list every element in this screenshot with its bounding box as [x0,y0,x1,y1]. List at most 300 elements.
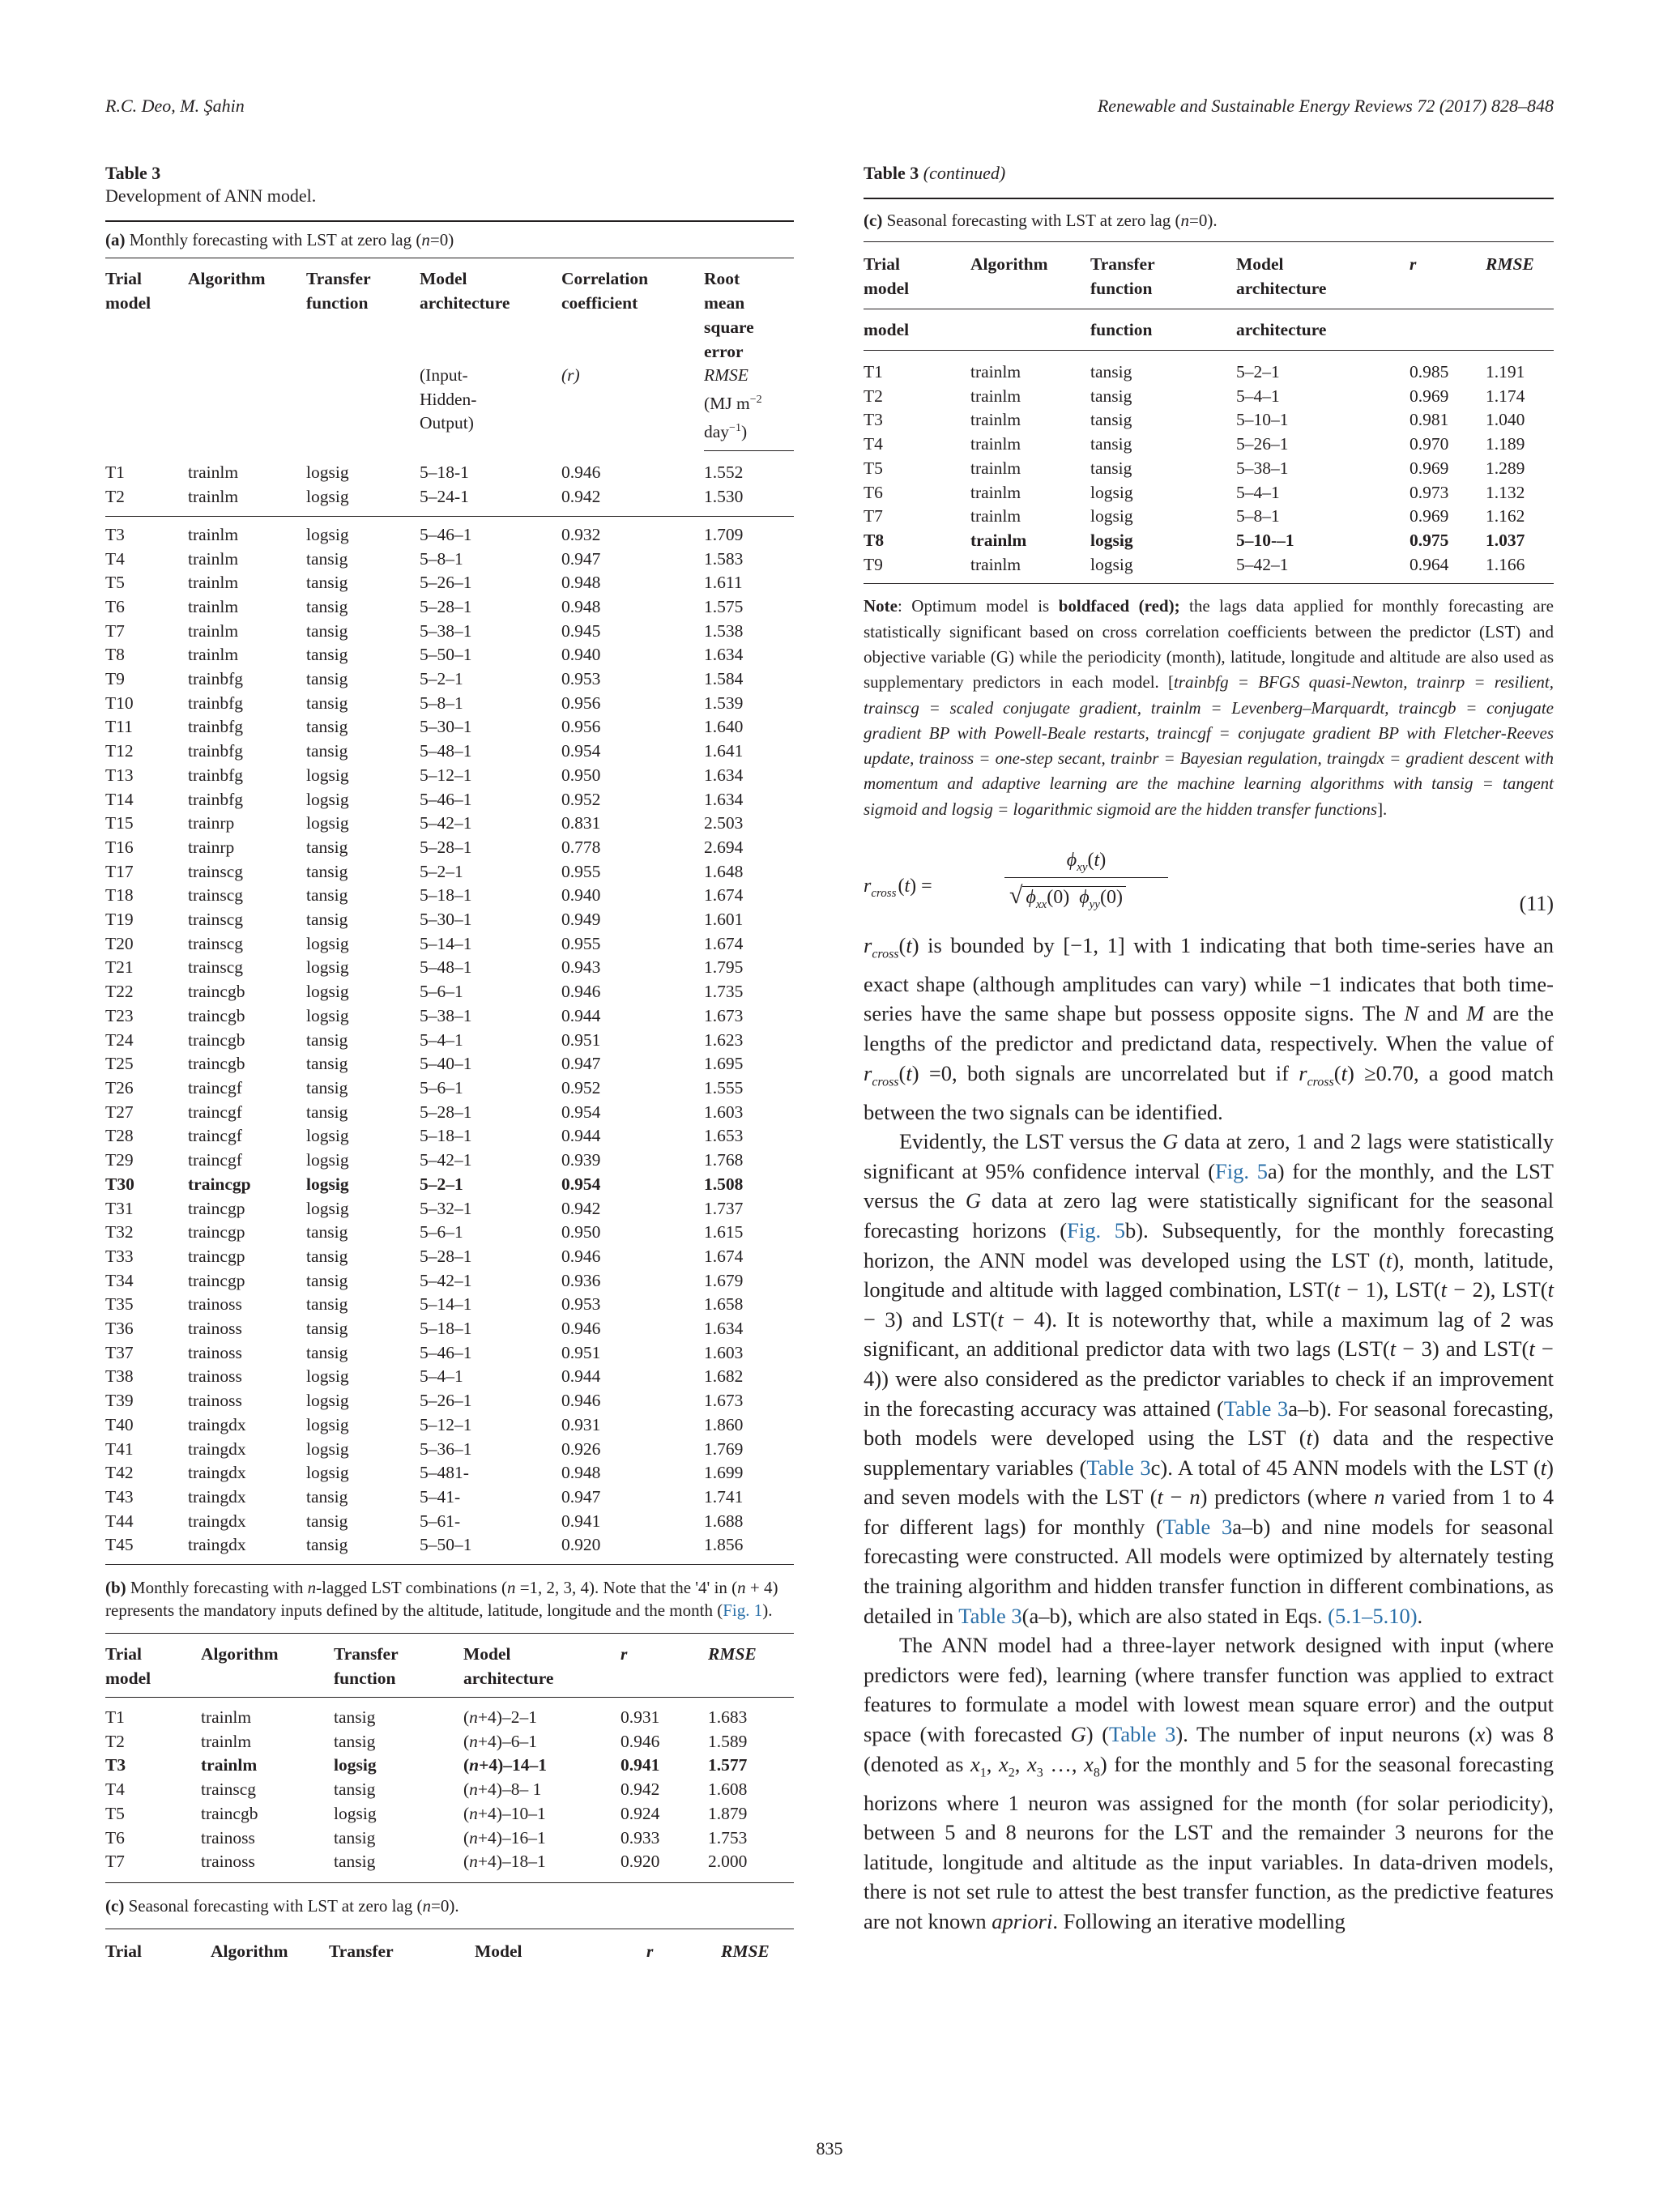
col-subheader-rmse: RMSE (MJ $m^{-2}$ day$^{-1}$) [704,364,794,451]
table-cell: tansig [334,1852,376,1872]
table-cell: T22 [105,982,134,1002]
table-cell: 0.954 [561,1174,601,1194]
table-cell: 0.939 [561,1150,601,1170]
table-cell: 0.942 [621,1779,660,1800]
left-column [105,162,794,1963]
table-cell: 0.932 [561,524,601,544]
table-cell: 1.634 [704,765,744,785]
table-cell: 0.955 [561,933,601,953]
table-cell: 0.946 [561,462,601,483]
table-row [864,553,1554,578]
table-cell: logsig [334,1755,377,1775]
table-row [105,860,794,884]
table-cell: T14 [105,789,134,809]
table-row [864,457,1554,481]
table-cell: 5–14–1 [420,1294,472,1315]
table-cell: logsig [306,1366,349,1387]
table-row [105,739,794,764]
table-cell: trainoss [201,1827,255,1848]
table-cell: tansig [306,741,348,761]
panel-c-table [864,252,1554,577]
table-cell: logsig [306,957,349,978]
table-cell: traincgp [188,1270,245,1290]
table-header-row [105,266,794,364]
table-cell: traincgp [188,1222,245,1242]
table-cell: tansig [306,620,348,641]
table-cell: tansig [1090,410,1132,430]
table-row [105,1754,794,1778]
table-row [105,523,794,548]
table-cell: 1.648 [704,861,744,881]
table-cell: 0.947 [561,548,601,569]
table-row [105,884,794,908]
table-cell: T13 [105,765,134,785]
table-cell: trainscg [188,885,244,906]
table-cell: 1.673 [704,1391,744,1411]
equations-link[interactable]: (5.1–5.10) [1328,1603,1418,1628]
table-cell: 0.924 [621,1803,660,1823]
table-cell: 5–50–1 [420,645,472,665]
table-cell: tansig [306,1511,348,1531]
table-cell: 1.737 [704,1198,744,1218]
table-cell: trainlm [201,1755,258,1775]
table-cell: 1.530 [704,487,744,507]
table-cell: traincgb [201,1803,258,1823]
table-cell: trainlm [201,1731,252,1751]
table-cell: T30 [105,1174,134,1194]
table-row [105,1730,794,1754]
table-cell: traincgf [188,1102,242,1122]
table-cell: 2.503 [704,813,744,833]
col-header-algorithm: Algorithm [211,1941,288,1961]
panel-c-left-header [105,1939,794,1963]
col-header-architecture: Model architecture [1236,254,1327,298]
table-cell: T9 [105,669,125,689]
table-cell: T1 [105,1707,125,1728]
table-row [105,1221,794,1245]
table-cell: T45 [105,1535,134,1555]
table-cell: 1.552 [704,462,744,483]
table-title: Development of ANN model. [105,185,317,206]
table3-link[interactable]: Table 3 [1109,1722,1176,1747]
table-cell: T16 [105,837,134,857]
table3-link[interactable]: Table 3 [958,1603,1022,1628]
col-header-architecture: Model architecture [463,1644,554,1689]
table-cell: 1.688 [704,1511,744,1531]
table-row [105,1850,794,1874]
fig5-link[interactable]: Fig. 5 [1215,1158,1268,1183]
table-cell: 5–46–1 [420,1342,472,1362]
col-header-rmse: Root mean square error [704,269,754,361]
table-cell: tansig [1090,458,1132,478]
table-cell: T2 [864,386,883,406]
table-cell: tansig [306,1029,348,1050]
table-cell: logsig [306,1174,349,1194]
table-cell: T39 [105,1391,134,1411]
table-cell: T5 [105,1803,125,1823]
table-cell: 5–48–1 [420,741,472,761]
col-header-algorithm: Algorithm [188,269,266,288]
table-cell: 5–48–1 [420,957,472,978]
table-cell: 1.577 [708,1755,748,1775]
table-cell: T37 [105,1342,134,1362]
table-row [864,408,1554,433]
table-cell: 0.973 [1410,482,1449,502]
fig5-link[interactable]: Fig. 5 [1067,1217,1126,1242]
table-cell: T8 [105,645,125,665]
table-cell: trainlm [188,548,239,569]
table-cell: 0.952 [561,789,601,809]
col-header-transfer: Transfer [329,1941,394,1961]
table-cell: 0.943 [561,957,601,978]
table-cell: (n+4)–16–1 [463,1827,546,1848]
table-row [105,812,794,836]
table-row [105,1778,794,1802]
table-cell: 2.000 [708,1852,748,1872]
table-cell: 0.946 [561,1246,601,1266]
table-cell: 1.603 [704,1342,744,1362]
col-header-r: r [1410,254,1417,274]
table-cell: tansig [306,1486,348,1507]
table-cell: 0.953 [561,1294,601,1315]
table-cell: trainbfg [188,765,244,785]
table-cell: 1.508 [704,1174,744,1194]
table-cell: T10 [105,693,134,713]
table-cell: 2.694 [704,837,744,857]
table-cell: 5–26–1 [420,573,472,593]
table-cell: 5–10-–1 [1236,530,1294,550]
table-cell: T17 [105,861,134,881]
table-cell: 0.950 [561,1222,601,1242]
table-cell: tansig [1090,434,1132,454]
table-cell: T21 [105,957,134,978]
table-cell: traingdx [188,1414,246,1434]
table-cell: 5–481- [420,1463,469,1483]
table-cell: 5–28–1 [420,1246,472,1266]
table-cell: trainlm [188,620,239,641]
table-row [105,1533,794,1558]
table-cell: logsig [306,487,349,507]
table-cell: T32 [105,1222,134,1242]
table-cell: 1.589 [708,1731,748,1751]
table-cell: 1.674 [704,933,744,953]
table-row [105,956,794,980]
table-cell: T3 [864,410,883,430]
table-cell: tansig [306,1054,348,1074]
table-cell: 1.615 [704,1222,744,1242]
table-cell: T28 [105,1126,134,1146]
table-cell: tansig [306,1294,348,1315]
table-row [864,529,1554,553]
table-cell: trainbfg [188,741,244,761]
table-cell: 1.674 [704,885,744,906]
table-cell: 5–42–1 [420,1270,472,1290]
table-cell: 1.653 [704,1126,744,1146]
table-cell: 5–6–1 [420,1222,463,1242]
table-cell: trainlm [970,554,1021,574]
table-cell: 1.037 [1486,530,1525,550]
table-cell: 5–42–1 [420,813,472,833]
table-cell: tansig [306,669,348,689]
table-cell: 0.944 [561,1366,601,1387]
col-header-algorithm: Algorithm [201,1644,279,1664]
table-cell: 1.735 [704,982,744,1002]
table-cell: trainbfg [188,789,244,809]
table-cell: trainlm [970,458,1021,478]
table-cell: tansig [306,645,348,665]
table-cell: (n+4)–18–1 [463,1852,546,1872]
table-cell: 5–26–1 [1236,434,1289,454]
table-row [105,620,794,644]
table-cell: tansig [306,1246,348,1266]
table-cell: 5–42–1 [420,1150,472,1170]
table-row [105,1029,794,1053]
table-cell: tansig [306,861,348,881]
table-cell: 1.860 [704,1414,744,1434]
table-cell: 0.936 [561,1270,601,1290]
table-cell: trainlm [188,596,239,616]
table-cell: 1.611 [704,573,743,593]
table-cell: logsig [306,789,349,809]
table-cell: 1.683 [708,1707,748,1728]
table-cell: 0.931 [561,1414,601,1434]
table-cell: T6 [105,1827,125,1848]
table-row [105,595,794,620]
table3-link[interactable]: Table 3 [1223,1396,1289,1421]
table-cell: 1.795 [704,957,744,978]
table-cell: tansig [306,837,348,857]
col-header-transfer: Transfer function [1090,254,1155,298]
table-cell: T43 [105,1486,134,1507]
table-row [105,461,794,485]
table-cell: traincgp [188,1174,251,1194]
table-cell: 0.933 [621,1827,660,1848]
table-cell: 0.951 [561,1342,601,1362]
table-cell: 1.132 [1486,482,1525,502]
table-cell: 5–2–1 [420,669,463,689]
table-cell: 0.981 [1410,410,1449,430]
table-row [105,788,794,812]
table-cell: 0.946 [561,1391,601,1411]
table-cell: 0.940 [561,885,601,906]
panel-b-caption: (b) Monthly forecasting with n-lagged LST combinations (n =1, 2, 3, 4). Note that the '4' in (n + 4) represents the mandatory inputs defined by the altitude, latitude, longitude and the month (Fig. 1). [105,1578,778,1621]
table-cell: trainscg [188,861,244,881]
panel-a-table [105,266,794,1558]
table-cell: trainrp [188,813,235,833]
table-cell: 5–2–1 [420,861,463,881]
table-cell: trainbfg [188,717,244,737]
table-cell: 0.920 [561,1535,601,1555]
table-cell: T7 [105,620,125,641]
table-cell: traincgp [188,1246,245,1266]
table-cell: 5–6–1 [420,982,463,1002]
table-cell: T3 [105,524,125,544]
table-cell: trainoss [188,1319,242,1339]
table-cell: 0.948 [561,596,601,616]
col-subheader-r: (r) [561,365,580,385]
table-cell: 0.951 [561,1029,601,1050]
table-cell: 5–24-1 [420,487,469,507]
table-cell: T38 [105,1366,134,1387]
col-header-trial: Trial model [864,254,910,298]
table-cell: trainlm [188,573,239,593]
table-cell: 1.741 [704,1486,744,1507]
table-cell: tansig [306,1270,348,1290]
table-cell: 0.945 [561,620,601,641]
table-header-row [105,1642,794,1690]
table-cell: 5–36–1 [420,1438,472,1459]
table-row [105,715,794,739]
table-cell: trainoss [188,1342,242,1362]
table-row [105,1052,794,1076]
table-cell: tansig [334,1707,376,1728]
col-header-rmse: RMSE [1486,254,1534,274]
table-row [105,1706,794,1730]
table-cell: 0.969 [1410,458,1449,478]
table-cell: T27 [105,1102,134,1122]
table-cell: logsig [306,462,349,483]
table-continued-label: Table 3 (continued) [864,163,1006,183]
table-cell: 1.673 [704,1005,744,1025]
table-cell: tansig [306,1078,348,1097]
table-cell: 5–18-1 [420,462,469,483]
table-cell: 0.985 [1410,362,1449,381]
table-cell: logsig [306,1463,349,1483]
col-header-architecture: Model architecture [420,269,510,313]
table-cell: 0.953 [561,669,601,689]
table-cell: tansig [306,885,348,906]
table-cell: tansig [306,1102,348,1122]
table-cell: 1.189 [1486,434,1525,454]
table-cell: 5–61- [420,1511,461,1531]
table-cell: trainscg [201,1779,257,1800]
col-header-correlation: Correlation coefficient [561,269,649,313]
table-cell: logsig [1090,530,1133,550]
table-row [105,1389,794,1413]
table-cell: 1.191 [1486,362,1525,381]
table-cell: T35 [105,1294,134,1315]
table-cell: T36 [105,1319,134,1339]
table-row [105,1173,794,1197]
table-row [105,980,794,1004]
table-cell: 5–46–1 [420,524,472,544]
table-cell: trainlm [188,487,239,507]
table-cell: T4 [105,1779,125,1800]
table-cell: 1.583 [704,548,744,569]
table-cell: logsig [306,982,349,1002]
table-cell: 0.949 [561,910,601,930]
table-cell: trainbfg [188,693,244,713]
table3-link[interactable]: Table 3 [1162,1514,1233,1539]
table-cell: traingdx [188,1535,246,1555]
paragraph-1: $r_{cross}(t)$ is bounded by [−1, 1] with 1 indicating that both time-series have an exact shape (although amplitudes can vary) while −1 indicates that both time-series have the same shape but possess opposite signs. The N and M are the lengths of the predictor and predictand data, respectively. When the value of $r_{cross}(t) =0$, both signals are uncorrelated but if $r_{cross}(t) \ge 0.70$, a good match between the two signals can be identified. [864,933,1555,1124]
table-cell: 0.970 [1410,434,1449,454]
table-cell: 1.753 [708,1827,748,1848]
table-cell: 1.623 [704,1029,744,1050]
table-cell: T44 [105,1511,134,1531]
col-subheader-architecture: (Input- Hidden- Output) [420,365,477,433]
table-cell: 0.947 [561,1486,601,1507]
table-cell: logsig [306,1438,349,1459]
table-cell: 0.975 [1410,530,1449,550]
table-cell: traincgb [188,1005,245,1025]
table-cell: 5–4–1 [1236,482,1280,502]
table-cell: 0.952 [561,1078,601,1097]
table-row [105,1485,794,1510]
table3-link[interactable]: Table 3 [1086,1455,1151,1480]
table-row [105,571,794,595]
equation-11: $r_{cross}(t)$ = $\phi_{xy}(t)$ √ $\phi_{xx}(0)$ $\phi_{yy}(0)$ (11) [864,850,1554,915]
table-cell: 5–28–1 [420,1102,472,1122]
table-cell: tansig [306,910,348,930]
table-cell: (n+4)–2–1 [463,1707,537,1728]
table-cell: traincgp [188,1198,245,1218]
body-text [864,931,1554,1936]
table-cell: 5–46–1 [420,789,472,809]
table-cell: 5–4–1 [1236,386,1280,406]
col-header-transfer: Transfer function [334,1644,399,1689]
table-cell: tansig [334,1731,376,1751]
table-cell: 0.950 [561,765,601,785]
table-cell: T4 [864,434,883,454]
table-cell: traingdx [188,1463,246,1483]
col-header-transfer: Transfer function [306,269,371,313]
table-cell: 0.956 [561,717,601,737]
fig1-link[interactable]: Fig. 1 [723,1600,763,1621]
table-cell: 1.768 [704,1150,744,1170]
table-cell: 0.926 [561,1438,601,1459]
table-cell: 5–10–1 [1236,410,1289,430]
table-cell: 0.940 [561,645,601,665]
table-cell: 5–26–1 [420,1391,472,1411]
table-note: Note: Optimum model is boldfaced (red); the lags data applied for monthly forecasting are statistically significant based on cross correlation coefficients between the predictor (LST) and objective variable (G) while the periodicity (month), latitude, longitude and altitude are also used as supplementary predictors in each model. [trainbfg = BFGS quasi-Newton, trainrp = resilient, trainscg = scaled conjugate gradient, trainlm = Levenberg–Marquardt, traincgb = conjugate gradient BP with Powell-Beale restarts, traincgf = conjugate gradient BP with Fletcher-Reeves update, trainoss = one-step secant, trainbr = Bayesian regulation, traingdx = gradient descent with momentum and adaptive learning are the machine learning algorithms with tansig = tangent sigmoid and logsig = logarithmic sigmoid are the hidden transfer functions]. [864,596,1554,819]
table-cell: (n+4)–14–1 [463,1755,548,1775]
table-cell: T2 [105,487,125,507]
table-cell: T3 [105,1755,126,1775]
table-cell: T6 [864,482,883,502]
table-cell: (n+4)–6–1 [463,1731,537,1751]
table-cell: T41 [105,1438,134,1459]
table-row [864,385,1554,409]
table-cell: 1.555 [704,1078,744,1097]
table-row [105,764,794,788]
table-cell: T40 [105,1414,134,1434]
table-cell: 1.634 [704,1319,744,1339]
table-row [105,1365,794,1389]
table-row [864,481,1554,505]
table-cell: traingdx [188,1438,246,1459]
table-cell: T19 [105,910,134,930]
table-cell: T1 [864,362,883,381]
table-cell: logsig [1090,506,1133,526]
paragraph-2: Evidently, the LST versus the G data at zero, 1 and 2 lags were statistically significant at 95% confidence interval (Fig. 5a) for the monthly, and the LST versus the G data at zero lag were statistically significant for the seasonal forecasting horizons (Fig. 5b). Subsequently, for the monthly forecasting horizon, the ANN model was developed using the LST (t), month, latitude, longitude and altitude with lagged combination, LST(t − 1), LST(t − 2), LST(t − 3) and LST(t − 4). It is noteworthy that, while a maximum lag of 2 was significant, an additional predictor data with two lags (LST(t − 3) and LST(t − 4)) were also considered as the predictor variables to check if an improvement in the forecasting accuracy was attained (Table 3a–b). For seasonal forecasting, both models were developed using the LST (t) data and the respective supplementary variables (Table 3c). A total of 45 ANN models with the LST (t) and seven models with the LST (t − n) predictors (where n varied from 1 to 4 for different lags) for monthly (Table 3a–b) and nine models for seasonal forecasting were constructed. All models were optimized by alternately testing the training algorithm and hidden transfer function in different combinations, as detailed in Table 3(a–b), which are also stated in Eqs. (5.1–5.10). [864,1129,1555,1628]
table-cell: T34 [105,1270,134,1290]
table-cell: 1.682 [704,1366,744,1387]
col-header-algorithm: Algorithm [970,254,1048,274]
table-cell: T15 [105,813,134,833]
table-cell: 0.954 [561,1102,601,1122]
table-cell: 5–8–1 [1236,506,1280,526]
table-cell: traincgb [188,982,245,1002]
table-cell: 1.174 [1486,386,1525,406]
table-cell: 0.947 [561,1054,601,1074]
col-header-trial: Trial model [105,1644,151,1689]
table-cell: 1.634 [704,789,744,809]
table-cell: 5–14–1 [420,933,472,953]
table-cell: traincgf [188,1126,242,1146]
table-cell: trainlm [970,530,1027,550]
table-cell: 0.946 [561,982,601,1002]
